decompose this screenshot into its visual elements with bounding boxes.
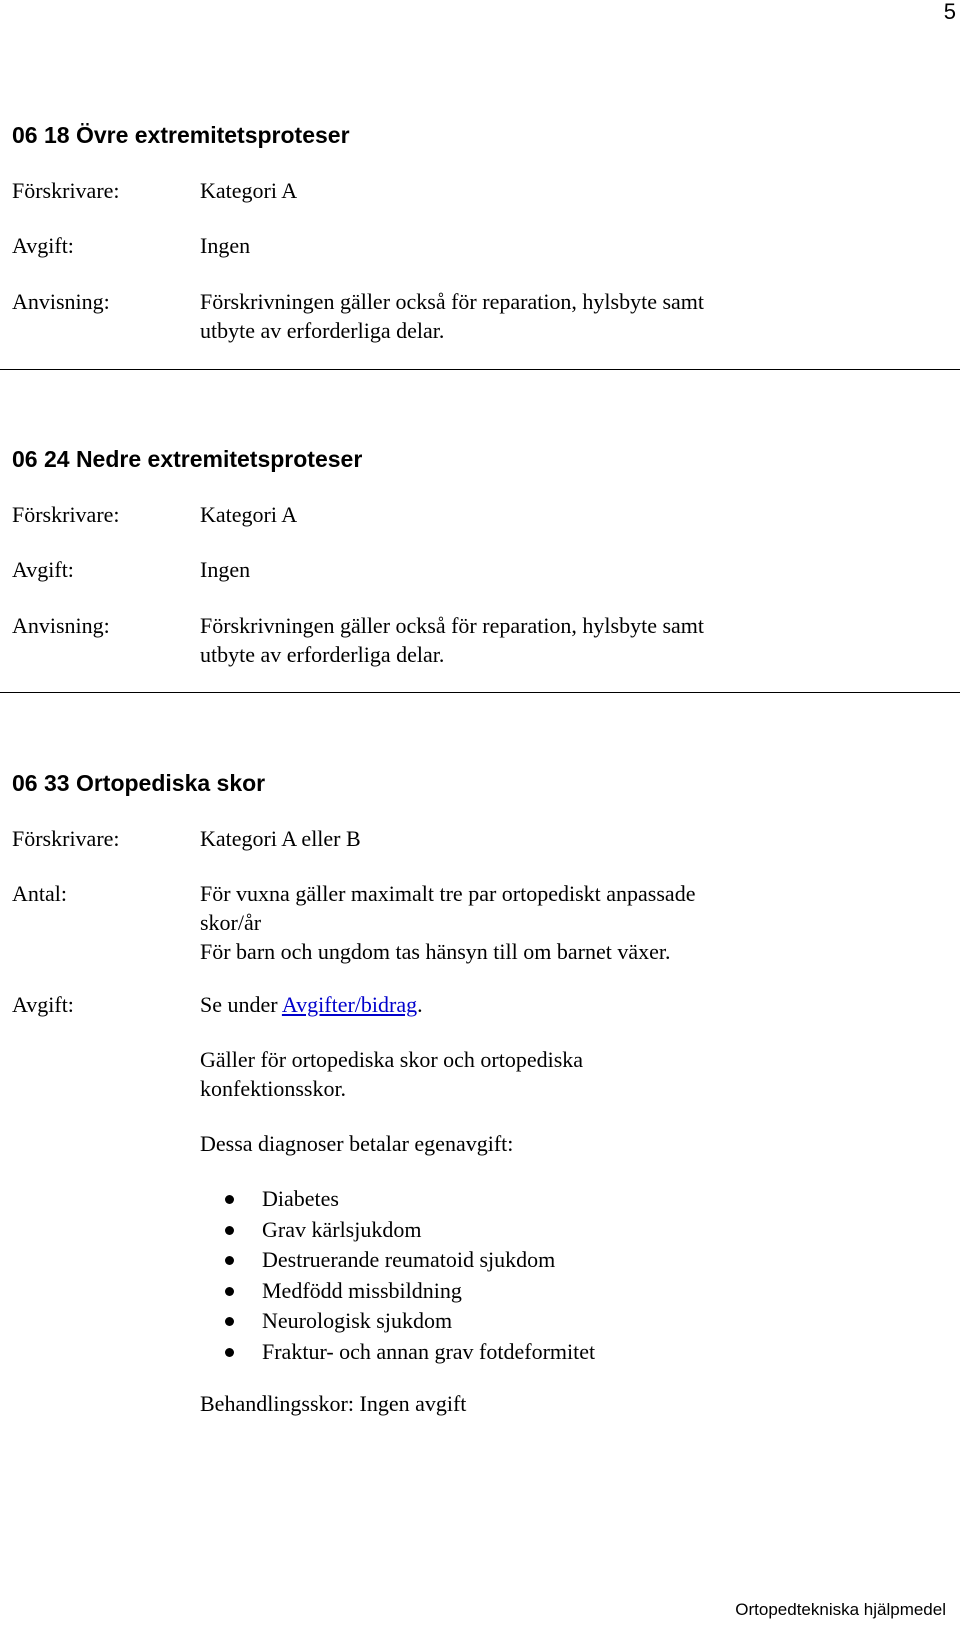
list-item <box>188 1245 595 1276</box>
value-anvisning <box>200 287 800 345</box>
value-avgift: Ingen <box>200 233 251 258</box>
avgift-suffix: . <box>417 992 423 1017</box>
value-avgift: Ingen <box>200 557 251 582</box>
closing-text: Behandlingsskor: Ingen avgift <box>200 1391 467 1416</box>
value-avgift <box>200 990 800 1019</box>
value-line: utbyte av erforderliga delar. <box>200 318 445 343</box>
diagnoses-list <box>188 1184 595 1367</box>
section-divider <box>0 692 960 693</box>
bullet-icon <box>225 1317 234 1326</box>
note-line: konfektionsskor. <box>200 1076 347 1101</box>
value-forskrivare: Kategori A <box>200 502 298 527</box>
bullet-icon <box>225 1256 234 1265</box>
label-avgift: Avgift: <box>12 992 74 1017</box>
label-forskrivare: Förskrivare: <box>12 502 120 527</box>
value-line: För vuxna gäller maximalt tre par ortopediskt anpassade <box>200 881 696 906</box>
value-anvisning <box>200 611 800 669</box>
section-title: 06 18 Övre extremitetsproteser <box>12 122 350 148</box>
list-item-text: Destruerande reumatoid sjukdom <box>262 1247 556 1272</box>
list-item-text: Medfödd missbildning <box>262 1277 462 1303</box>
bullet-icon <box>225 1226 234 1235</box>
bullet-icon <box>225 1348 234 1357</box>
list-item <box>188 1276 595 1307</box>
page-number: 5 <box>943 0 956 24</box>
note-line: Gäller för ortopediska skor och ortopediska <box>200 1047 584 1072</box>
value-line: Förskrivningen gäller också för reparation, hylsbyte samt <box>200 289 705 314</box>
value-line: För barn och ungdom tas hänsyn till om barnet växer. <box>200 939 671 964</box>
bullet-icon <box>225 1195 234 1204</box>
label-anvisning: Anvisning: <box>12 289 110 314</box>
list-item <box>188 1306 595 1337</box>
list-item-text: Grav kärlsjukdom <box>262 1216 422 1242</box>
label-forskrivare: Förskrivare: <box>12 178 120 203</box>
page-footer: Ortopedtekniska hjälpmedel <box>735 1600 946 1619</box>
avgift-prefix: Se under <box>200 992 282 1017</box>
list-item <box>188 1184 595 1215</box>
list-item-text: Diabetes <box>262 1186 339 1211</box>
list-item-text: Fraktur- och annan grav fotdeformitet <box>262 1338 596 1364</box>
section-title: 06 24 Nedre extremitetsproteser <box>12 446 363 472</box>
label-anvisning: Anvisning: <box>12 613 110 638</box>
label-avgift: Avgift: <box>12 233 74 258</box>
value-antal <box>200 879 800 966</box>
note-text <box>200 1045 800 1103</box>
avgifter-bidrag-link[interactable]: Avgifter/bidrag <box>281 992 418 1017</box>
value-line: Förskrivningen gäller också för reparation, hylsbyte samt <box>200 613 705 638</box>
section-divider <box>0 369 960 370</box>
list-item-text: Neurologisk sjukdom <box>262 1308 453 1333</box>
list-item <box>188 1337 595 1368</box>
section-title: 06 33 Ortopediska skor <box>12 770 266 796</box>
diagnoses-intro: Dessa diagnoser betalar egenavgift: <box>200 1131 514 1156</box>
list-item <box>188 1215 595 1246</box>
label-antal: Antal: <box>12 881 67 906</box>
value-forskrivare: Kategori A <box>200 178 298 203</box>
value-forskrivare: Kategori A eller B <box>200 826 361 851</box>
bullet-icon <box>225 1287 234 1296</box>
value-line: utbyte av erforderliga delar. <box>200 642 445 667</box>
value-line: skor/år <box>200 910 262 935</box>
label-forskrivare: Förskrivare: <box>12 826 120 851</box>
label-avgift: Avgift: <box>12 557 74 582</box>
